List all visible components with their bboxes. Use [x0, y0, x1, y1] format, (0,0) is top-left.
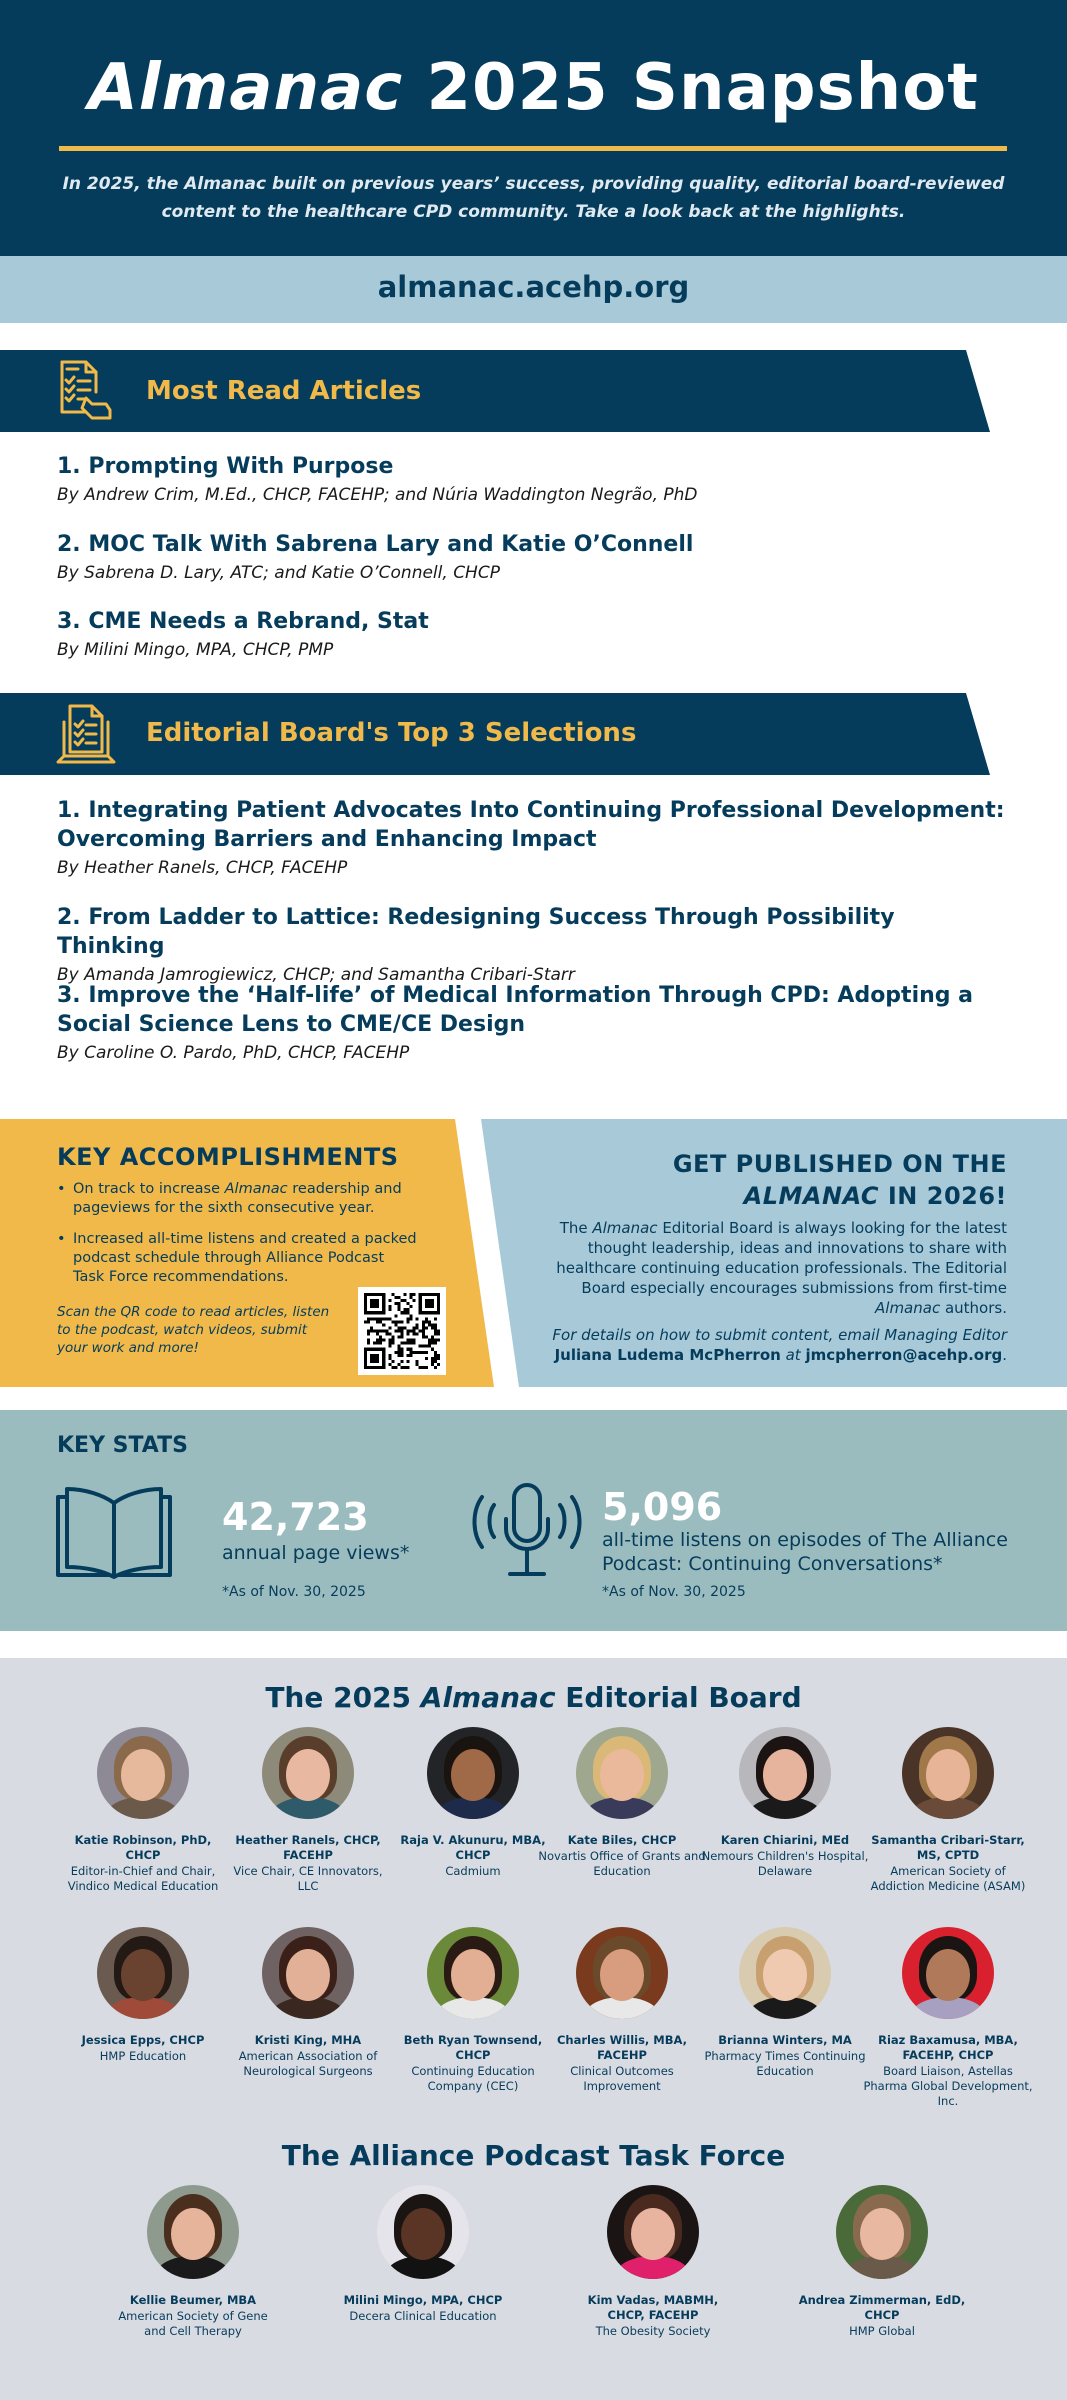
person-affiliation: Decera Clinical Education [349, 2309, 497, 2323]
article-byline: By Amanda Jamrogiewicz, CHCP; and Samantha Cribari-Starr [57, 965, 575, 985]
person-affiliation: Continuing Education Company (CEC) [411, 2064, 535, 2093]
person-name: Samantha Cribari-Starr, MS, CPTD [871, 1833, 1025, 1862]
text: . [1002, 1346, 1007, 1364]
podcast-task-force-heading: The Alliance Podcast Task Force [281, 2139, 786, 2172]
avatar-face [763, 1949, 807, 2001]
avatar-face [600, 1949, 644, 2001]
person-card [700, 1727, 870, 1879]
stat-value: 5,096 [602, 1485, 723, 1529]
avatar-face [926, 1749, 970, 1801]
contact-email-link[interactable]: jmcpherron@acehp.org [805, 1346, 1003, 1364]
open-book-icon [55, 1483, 173, 1579]
avatar [576, 1727, 668, 1819]
avatar-face [401, 2208, 445, 2261]
avatar [262, 1927, 354, 2019]
top-selection-article[interactable] [57, 903, 1007, 987]
contact-intro: For details on how to submit content, email Managing Editor [552, 1326, 1007, 1344]
avatar [262, 1727, 354, 1819]
avatar [836, 2185, 928, 2279]
person-name: Andrea Zimmerman, EdD, CHCP [798, 2293, 966, 2322]
text: authors. [940, 1299, 1007, 1317]
article-title[interactable]: 2. MOC Talk With Sabrena Lary and Katie O’Connell [57, 532, 694, 557]
person-affiliation: Board Liaison, Astellas Pharma Global Development, Inc. [863, 2064, 1033, 2108]
most-read-article[interactable] [57, 452, 1007, 507]
italic-text: Almanac [875, 1299, 941, 1317]
top-selection-article[interactable] [57, 981, 1007, 1065]
person-name: Katie Robinson, PhD, CHCP [74, 1833, 212, 1862]
person-card [108, 2185, 278, 2339]
heading-italic: Almanac [420, 1681, 556, 1714]
accomplishment-item [57, 1180, 417, 1218]
text: readership and pageviews for the sixth consecutive year. [73, 1181, 402, 1216]
person-name: Riaz Baxamusa, MBA, FACEHP, CHCP [878, 2033, 1018, 2062]
person-name: Milini Mingo, MPA, CHCP [343, 2293, 503, 2307]
get-published-heading [560, 1148, 1007, 1212]
person-card [568, 2185, 738, 2339]
avatar [147, 2185, 239, 2279]
person-affiliation: Editor-in-Chief and Chair, Vindico Medical Education [67, 1864, 219, 1893]
page-subtitle: In 2025, the Almanac built on previous years’ success, providing quality, editorial board-reviewed content to the healthcare CPD community. Take a look back at the highlights. [62, 174, 1005, 222]
text: at [780, 1346, 806, 1364]
accomplishment-item [57, 1230, 417, 1287]
person-name: Jessica Epps, CHCP [81, 2033, 205, 2047]
qr-scan-note: Scan the QR code to read articles, listen to the podcast, watch videos, submit your work and more! [57, 1304, 330, 1356]
text: On track to increase [73, 1181, 225, 1197]
person-card [223, 1727, 393, 1894]
person-affiliation: Novartis Office of Grants and Education [538, 1849, 706, 1878]
key-stats-heading: KEY STATS [57, 1433, 188, 1458]
heading-rest: IN 2026! [887, 1182, 1007, 1210]
accomplishments-list [57, 1180, 417, 1299]
italic-text: Almanac [224, 1181, 288, 1197]
person-card [58, 1727, 228, 1894]
person-card [388, 1727, 558, 1879]
person-name: Beth Ryan Townsend, CHCP [403, 2033, 543, 2062]
person-card [388, 1927, 558, 2094]
heading-text: Editorial Board [565, 1681, 802, 1714]
person-affiliation: American Association of Neurological Surgeons [238, 2049, 378, 2078]
person-name: Raja V. Akunuru, MBA, CHCP [400, 1833, 546, 1862]
avatar-face [860, 2208, 904, 2261]
most-read-article[interactable] [57, 530, 1007, 585]
person-affiliation: American Society of Addiction Medicine (ASAM) [870, 1864, 1026, 1893]
stat-label: annual page views* [222, 1542, 410, 1564]
avatar-face [286, 1949, 330, 2001]
person-affiliation: Vice Chair, CE Innovators, LLC [233, 1864, 383, 1893]
avatar-face [171, 2208, 215, 2261]
avatar-face [600, 1749, 644, 1801]
person-name: Brianna Winters, MA [718, 2033, 852, 2047]
person-name: Kate Biles, CHCP [567, 1833, 677, 1847]
top-selection-article[interactable] [57, 796, 1007, 880]
most-read-heading: Most Read Articles [146, 376, 422, 406]
person-card [537, 1927, 707, 2094]
contact-name: Juliana Ludema McPherron [554, 1346, 781, 1364]
avatar [739, 1927, 831, 2019]
person-card [537, 1727, 707, 1879]
heading-italic: ALMANAC [743, 1182, 880, 1210]
person-affiliation: The Obesity Society [595, 2324, 711, 2338]
key-accomplishments-heading: KEY ACCOMPLISHMENTS [57, 1143, 399, 1171]
avatar-face [121, 1749, 165, 1801]
avatar [607, 2185, 699, 2279]
avatar-face [763, 1749, 807, 1801]
person-affiliation: Nemours Children's Hospital, Delaware [701, 1849, 869, 1878]
page-title [0, 52, 1067, 124]
article-byline: By Sabrena D. Lary, ATC; and Katie O’Connell, CHCP [57, 563, 500, 583]
avatar [739, 1727, 831, 1819]
person-name: Kim Vadas, MABMH, CHCP, FACEHP [587, 2293, 719, 2322]
article-byline: By Andrew Crim, M.Ed., CHCP, FACEHP; and Núria Waddington Negrão, PhD [57, 485, 698, 505]
article-title[interactable]: 1. Prompting With Purpose [57, 454, 394, 479]
get-published-contact [520, 1325, 1007, 1365]
person-card [863, 1727, 1033, 1894]
person-affiliation: HMP Global [849, 2324, 915, 2338]
avatar [427, 1727, 519, 1819]
avatar [576, 1927, 668, 2019]
avatar [97, 1927, 189, 2019]
heading-text: The 2025 [265, 1681, 412, 1714]
person-card [863, 1927, 1033, 2109]
stat-note: *As of Nov. 30, 2025 [222, 1584, 366, 1600]
get-published-body [540, 1218, 1007, 1318]
person-affiliation: American Society of Gene and Cell Therapy [118, 2309, 268, 2338]
person-card [700, 1927, 870, 2079]
article-title[interactable]: 3. Improve the ‘Half-life’ of Medical Information Through CPD: Adopting a Social Science Lens to CME/CE Design [57, 983, 974, 1037]
title-divider [59, 146, 1007, 151]
text: Editorial Board is always looking for the latest thought leadership, ideas and innovations to share with healthcare continuing education professionals. The Editorial Board especially encourages submissions from first-time [556, 1219, 1007, 1297]
url-band [0, 256, 1067, 323]
person-affiliation: HMP Education [99, 2049, 187, 2063]
website-link[interactable]: almanac.acehp.org [377, 270, 690, 304]
avatar [902, 1927, 994, 2019]
heading-line: GET PUBLISHED ON THE [672, 1150, 1007, 1178]
person-name: Karen Chiarini, MEd [720, 1833, 850, 1847]
person-affiliation: Cadmium [445, 1864, 501, 1878]
stat-label: all-time listens on episodes of The Alliance Podcast: Continuing Conversations* [602, 1529, 1008, 1575]
top-selections-heading: Editorial Board's Top 3 Selections [146, 718, 637, 748]
avatar [427, 1927, 519, 2019]
italic-text: Almanac [592, 1219, 658, 1237]
person-name: Kristi King, MHA [254, 2033, 362, 2047]
page-title-italic: Almanac [88, 51, 404, 125]
page-title-rest: 2025 Snapshot [426, 51, 979, 125]
editorial-board-heading [0, 1681, 1067, 1715]
person-affiliation: Pharmacy Times Continuing Education [704, 2049, 866, 2078]
person-card [223, 1927, 393, 2079]
qr-code[interactable] [358, 1287, 446, 1375]
person-name: Heather Ranels, CHCP, FACEHP [235, 1833, 381, 1862]
most-read-article[interactable] [57, 607, 1007, 662]
article-title[interactable]: 1. Integrating Patient Advocates Into Continuing Professional Development: Overcoming Barriers and Enhancing Impact [57, 798, 1005, 852]
person-card [338, 2185, 508, 2324]
person-name: Kellie Beumer, MBA [129, 2293, 257, 2307]
avatar-face [926, 1949, 970, 2001]
person-affiliation: Clinical Outcomes Improvement [570, 2064, 674, 2093]
article-title[interactable]: 3. CME Needs a Rebrand, Stat [57, 609, 429, 634]
article-title[interactable]: 2. From Ladder to Lattice: Redesigning Success Through Possibility Thinking [57, 905, 895, 959]
heading-line [560, 1180, 1007, 1212]
avatar-face [451, 1949, 495, 2001]
avatar-face [631, 2208, 675, 2261]
article-byline: By Heather Ranels, CHCP, FACEHP [57, 858, 348, 878]
avatar [377, 2185, 469, 2279]
person-card [58, 1927, 228, 2064]
stat-note: *As of Nov. 30, 2025 [602, 1584, 746, 1600]
avatar-face [121, 1949, 165, 2001]
avatar-face [286, 1749, 330, 1801]
person-card [797, 2185, 967, 2339]
avatar-face [451, 1749, 495, 1801]
text: Increased all-time listens and created a packed podcast schedule through Alliance Podcast Task Force recommendations. [73, 1231, 417, 1285]
qr-code-icon [364, 1293, 440, 1369]
article-byline: By Milini Mingo, MPA, CHCP, PMP [57, 640, 334, 660]
person-name: Charles Willis, MBA, FACEHP [556, 2033, 687, 2062]
checklist-hand-icon [56, 358, 120, 422]
microphone-icon [468, 1483, 586, 1579]
avatar [902, 1727, 994, 1819]
stat-value: 42,723 [222, 1495, 369, 1539]
article-byline: By Caroline O. Pardo, PhD, CHCP, FACEHP [57, 1043, 410, 1063]
avatar [97, 1727, 189, 1819]
text: The [559, 1219, 593, 1237]
checklist-laptop-icon [56, 700, 120, 764]
